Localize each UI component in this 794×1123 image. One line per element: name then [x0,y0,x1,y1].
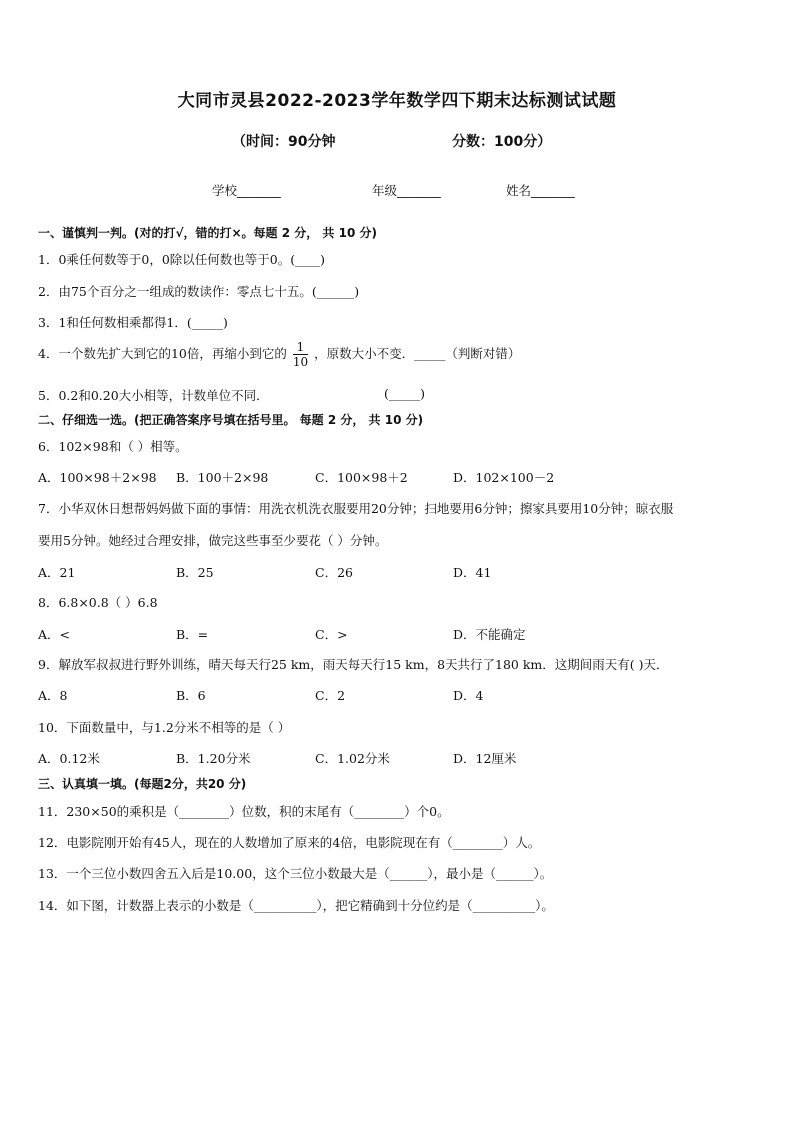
question-8-option-d[interactable]: D．不能确定 [453,627,526,642]
section-2-heading: 二、仔细选一选。(把正确答案序号填在括号里。 每题 2 分， 共 10 分) [38,413,424,427]
question-1: 1．0乘任何数等于0，0除以任何数也等于0。(____) [38,252,326,267]
school-field[interactable]: 学校_______ [212,183,281,198]
fraction-one-tenth [293,341,308,368]
question-10-option-c[interactable]: C．1.02分米 [315,751,390,766]
question-6: 6．102×98和（ ）相等。 [38,439,188,454]
question-12: 12．电影院刚开始有45人，现在的人数增加了原来的4倍，电影院现在有（________）人。 [38,835,541,850]
fraction-numerator: 1 [293,341,308,355]
question-9: 9．解放军叔叔进行野外训练，晴天每天行25 km，雨天每天行15 km，8天共行了180 km．这期间雨天有( )天． [38,657,669,672]
question-4-text-post: ，原数大小不变．_____（判断对错） [314,346,521,361]
section-1-heading: 一、谨慎判一判。(对的打√，错的打×。每题 2 分， 共 10 分) [38,226,377,240]
grade-field[interactable]: 年级_______ [372,183,441,198]
question-6-option-a[interactable]: A．100×98＋2×98 [38,470,157,485]
question-10: 10．下面数量中，与1.2分米不相等的是（ ） [38,720,291,735]
question-10-option-d[interactable]: D．12厘米 [453,751,517,766]
section-3-heading: 三、认真填一填。(每题2分，共20 分) [38,777,247,791]
fraction-denominator: 10 [292,355,309,369]
question-9-option-d[interactable]: D．4 [453,688,484,703]
question-8-option-a[interactable]: A．< [38,627,71,642]
question-6-option-b[interactable]: B．100＋2×98 [176,470,269,485]
question-14: 14．如下图，计数器上表示的小数是（__________），把它精确到十分位约是（__________）。 [38,898,554,913]
question-6-option-d[interactable]: D．102×100－2 [453,470,555,485]
question-9-option-b[interactable]: B．6 [176,688,206,703]
question-5-blank[interactable]: (_____) [384,386,426,401]
question-10-option-b[interactable]: B．1.20分米 [176,751,251,766]
name-field[interactable]: 姓名_______ [506,183,575,198]
question-13: 13．一个三位小数四舍五入后是10.00，这个三位小数最大是（______），最小是（______）。 [38,866,553,881]
question-3: 3．1和任何数相乘都得1．(_____) [38,315,228,330]
question-9-option-c[interactable]: C．2 [315,688,346,703]
question-8-option-b[interactable]: B．= [176,627,209,642]
exam-title: 大同市灵县2022-2023学年数学四下期末达标测试试题 [177,91,617,111]
question-8-option-c[interactable]: C．> [315,627,348,642]
question-7-line-1: 7．小华双休日想帮妈妈做下面的事情：用洗衣机洗衣服要用20分钟；扫地要用6分钟；擦家具要用10分钟；晾衣服 [38,501,674,516]
question-9-option-a[interactable]: A．8 [38,688,68,703]
question-6-option-c[interactable]: C．100×98＋2 [315,470,408,485]
question-5: 5．0.2和0.20大小相等，计数单位不同． [38,388,269,403]
question-7-option-c[interactable]: C．26 [315,565,353,580]
question-7-option-d[interactable]: D．41 [453,565,492,580]
exam-score: 分数：100分） [452,134,552,150]
question-11: 11．230×50的乘积是（________）位数，积的末尾有（________）个0。 [38,804,450,819]
question-4 [38,341,520,368]
question-7-option-b[interactable]: B．25 [176,565,214,580]
question-4-text-pre: 4．一个数先扩大到它的10倍，再缩小到它的 [38,346,287,361]
exam-time: （时间：90分钟 [232,134,336,150]
question-7-option-a[interactable]: A．21 [38,565,76,580]
question-8: 8．6.8×0.8（ ）6.8 [38,595,158,610]
question-2: 2．由75个百分之一组成的数读作：零点七十五。(______) [38,284,360,299]
question-7-line-2: 要用5分钟。她经过合理安排，做完这些事至少要花（ ）分钟。 [38,533,388,548]
question-10-option-a[interactable]: A．0.12米 [38,751,100,766]
